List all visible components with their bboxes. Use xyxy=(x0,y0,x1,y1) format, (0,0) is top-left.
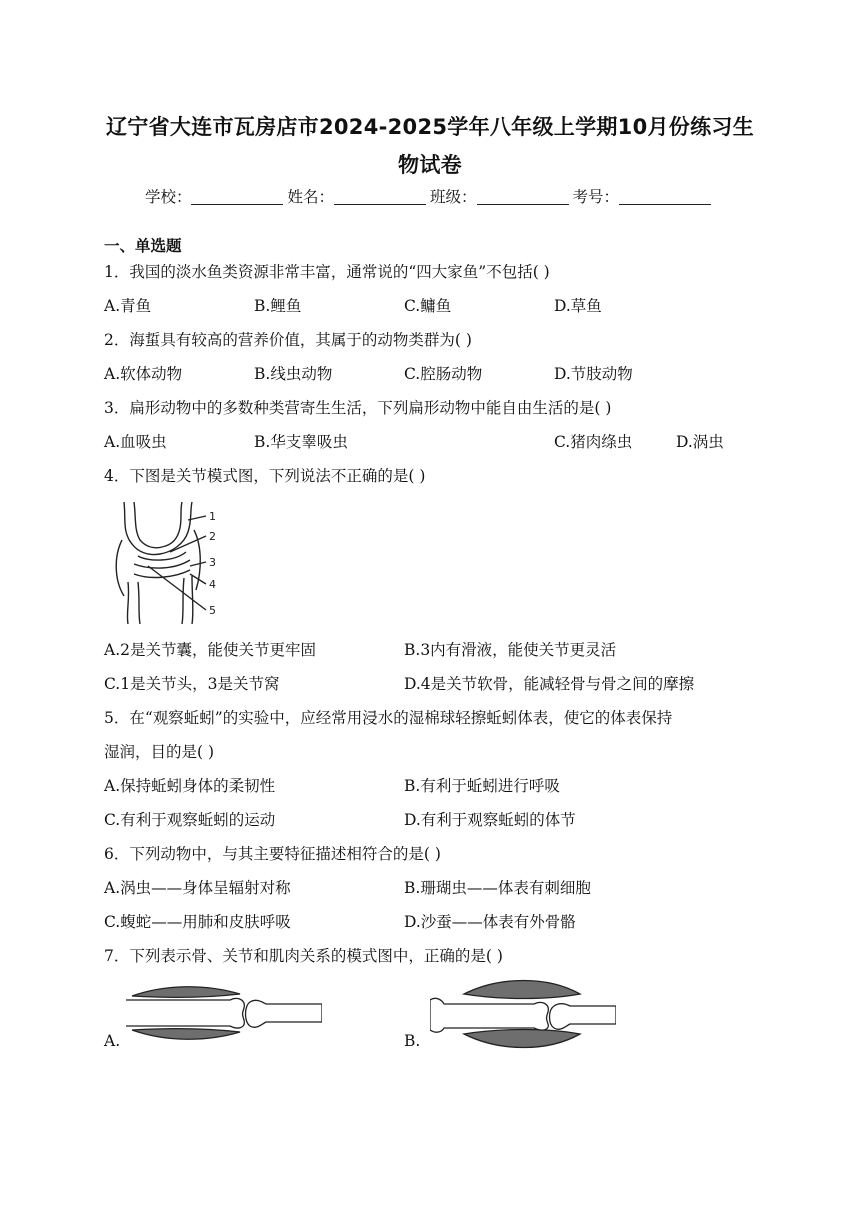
q3-option-d: D.涡虫 xyxy=(676,433,724,451)
question-6-stem: 6．下列动物中，与其主要特征描述相符合的是( ) xyxy=(104,845,441,863)
q4-option-a: A.2是关节囊，能使关节更牢固 xyxy=(104,641,316,659)
q5-option-d: D.有利于观察蚯蚓的体节 xyxy=(404,811,576,829)
q5-option-b: B.有利于蚯蚓进行呼吸 xyxy=(404,777,560,795)
class-blank[interactable] xyxy=(477,188,569,205)
number-label: 考号： xyxy=(572,188,620,206)
joint-diagram xyxy=(104,500,224,625)
section-heading: 一、单选题 xyxy=(104,237,182,255)
question-1-stem: 1．我国的淡水鱼类资源非常丰富，通常说的“四大家鱼”不包括( ) xyxy=(104,263,550,281)
capsule-left xyxy=(116,540,124,596)
q6-option-d: D.沙蚕——体表有外骨骼 xyxy=(404,913,576,931)
q6-option-b: B.珊瑚虫——体表有刺细胞 xyxy=(404,879,591,897)
number-blank[interactable] xyxy=(619,188,711,205)
q2-option-a: A.软体动物 xyxy=(104,365,183,383)
title-line-1: 辽宁省大连市瓦房店市2024-2025学年八年级上学期10月份练习生 xyxy=(105,115,755,139)
q2-option-d: D.节肢动物 xyxy=(554,365,633,383)
question-5-stem-line-1: 5．在“观察蚯蚓”的实验中，应经常用浸水的湿棉球轻擦蚯蚓体表，使它的体表保持 xyxy=(104,709,673,727)
figure-label-3: 3 xyxy=(209,556,216,569)
figure-b-muscle-bottom xyxy=(464,1030,580,1048)
lower-bone-left-inner xyxy=(138,582,140,624)
figure-b-right-bone xyxy=(550,1004,617,1030)
q1-option-c: C.鳙鱼 xyxy=(404,297,452,315)
school-blank[interactable] xyxy=(191,188,283,205)
q1-option-b: B.鲤鱼 xyxy=(254,297,302,315)
q3-option-a: A.血吸虫 xyxy=(104,433,167,451)
q3-option-b: B.华支睾吸虫 xyxy=(254,433,348,451)
leader-line-3 xyxy=(190,562,206,566)
exam-title xyxy=(60,108,800,184)
q6-option-c: C.蝮蛇——用肺和皮肤呼吸 xyxy=(104,913,291,931)
question-5-stem-line-2: 湿润，目的是( ) xyxy=(104,743,215,761)
q6-option-a: A.涡虫——身体呈辐射对称 xyxy=(104,879,291,897)
question-7-stem: 7．下列表示骨、关节和肌肉关系的模式图中，正确的是( ) xyxy=(104,947,503,965)
title-line-2: 物试卷 xyxy=(398,153,462,177)
lower-bone-left-outer xyxy=(127,582,128,624)
question-2-stem: 2．海蜇具有较高的营养价值，其属于的动物类群为( ) xyxy=(104,331,472,349)
q2-option-c: C.腔肠动物 xyxy=(404,365,483,383)
muscle-bone-figure-a xyxy=(126,982,322,1046)
figure-label-1: 1 xyxy=(209,510,216,523)
joint-drawing xyxy=(116,502,206,624)
student-info-row xyxy=(0,185,860,207)
joint-cavity-line xyxy=(134,560,190,568)
lower-bone-right-inner xyxy=(182,578,184,624)
school-label: 学校： xyxy=(144,188,192,206)
q5-option-a: A.保持蚯蚓身体的柔韧性 xyxy=(104,777,276,795)
figure-a-muscle-top xyxy=(132,987,240,998)
figure-b-left-bone xyxy=(430,998,548,1032)
figure-a-muscle-bottom xyxy=(132,1029,240,1040)
question-3-stem: 3．扁形动物中的多数种类营寄生生活，下列扁形动物中能自由生活的是( ) xyxy=(104,399,612,417)
figure-b-muscle-top xyxy=(464,981,580,999)
q1-option-a: A.青鱼 xyxy=(104,297,152,315)
muscle-bone-figure-b xyxy=(430,978,616,1050)
figure-a-right-bone xyxy=(246,1000,323,1027)
q1-option-d: D.草鱼 xyxy=(554,297,602,315)
q2-option-b: B.线虫动物 xyxy=(254,365,333,383)
q3-option-c: C.猪肉绦虫 xyxy=(554,433,633,451)
q7-option-b: B. xyxy=(404,1032,421,1050)
figure-label-4: 4 xyxy=(209,578,216,591)
figure-a-left-bone xyxy=(126,998,244,1028)
q4-option-d: D.4是关节软骨，能减轻骨与骨之间的摩擦 xyxy=(404,675,695,693)
q4-option-c: C.1是关节头，3是关节窝 xyxy=(104,675,280,693)
name-blank[interactable] xyxy=(334,188,426,205)
name-label: 姓名： xyxy=(287,188,334,206)
upper-bone-inner xyxy=(134,502,182,548)
class-label: 班级： xyxy=(430,188,477,206)
q7-option-a: A. xyxy=(104,1032,121,1050)
figure-label-5: 5 xyxy=(209,604,216,617)
figure-label-2: 2 xyxy=(209,530,216,543)
question-4-stem: 4．下图是关节模式图，下列说法不正确的是( ) xyxy=(104,467,426,485)
q5-option-c: C.有利于观察蚯蚓的运动 xyxy=(104,811,276,829)
q4-option-b: B.3内有滑液，能使关节更灵活 xyxy=(404,641,617,659)
